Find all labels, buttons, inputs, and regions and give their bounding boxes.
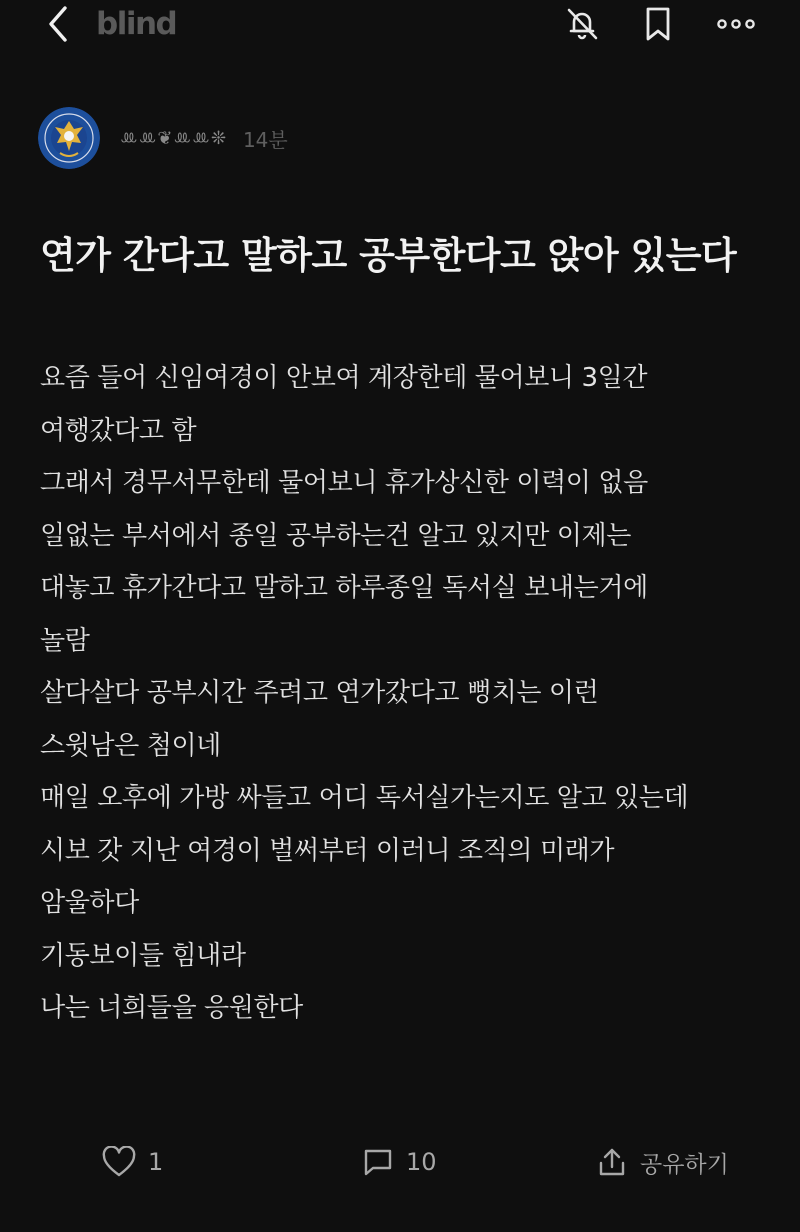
body-line: 살다살다 공부시간 주려고 연가갔다고 뻥치는 이런 <box>40 678 599 708</box>
bell-off-icon <box>563 5 601 43</box>
like-button[interactable] <box>102 1134 163 1190</box>
post-body <box>40 352 770 1035</box>
author-nickname: ꔛꔛ❦ꔛꔛ❊ <box>120 127 227 149</box>
body-line: 요즘 들어 신임여경이 안보여 계장한테 물어보니 3일간 <box>40 363 648 393</box>
body-line: 그래서 경무서무한테 물어보니 휴가상신한 이력이 없음 <box>40 468 648 498</box>
action-bar <box>0 1134 800 1190</box>
app-logo: blind <box>96 6 177 42</box>
body-line: 기동보이들 힘내라 <box>40 940 246 971</box>
body-line: 일없는 부서에서 종일 공부하는건 알고 있지만 이제는 <box>40 520 631 551</box>
body-line: 암울하다 <box>40 888 139 918</box>
share-icon <box>596 1146 628 1178</box>
more-options-button[interactable] <box>714 2 758 46</box>
body-line: 매일 오후에 가방 싸들고 어디 독서실가는지도 알고 있는데 <box>40 783 689 813</box>
notification-toggle-button[interactable] <box>560 2 604 46</box>
body-line: 시보 갓 지난 여경이 벌써부터 이러니 조직의 미래가 <box>40 835 615 866</box>
body-line: 대놓고 휴가간다고 말하고 하루종일 독서실 보내는거에 <box>40 573 648 603</box>
body-line: 여행갔다고 함 <box>40 415 197 446</box>
body-line: 스윗남은 첨이네 <box>40 730 221 761</box>
like-count: 1 <box>148 1148 164 1176</box>
body-line: 놀람 <box>40 625 90 656</box>
comment-icon <box>362 1146 394 1178</box>
share-button[interactable] <box>596 1134 729 1190</box>
body-line: 나는 너희들을 응원한다 <box>40 993 303 1023</box>
police-emblem-icon <box>38 107 100 169</box>
post-title: 연가 간다고 말하고 공부한다고 앉아 있는다 <box>40 234 737 277</box>
author-row <box>38 106 288 170</box>
share-label: 공유하기 <box>640 1151 729 1178</box>
comment-button[interactable] <box>362 1134 437 1190</box>
comment-count: 10 <box>406 1148 437 1176</box>
more-options-icon <box>714 14 758 34</box>
bookmark-button[interactable] <box>636 2 680 46</box>
top-bar <box>0 0 800 56</box>
back-button[interactable] <box>36 2 80 46</box>
heart-icon <box>102 1146 136 1178</box>
avatar[interactable] <box>38 107 100 169</box>
post-time: 14분 <box>242 127 288 152</box>
bookmark-icon <box>642 5 674 43</box>
back-chevron-icon <box>45 4 71 44</box>
